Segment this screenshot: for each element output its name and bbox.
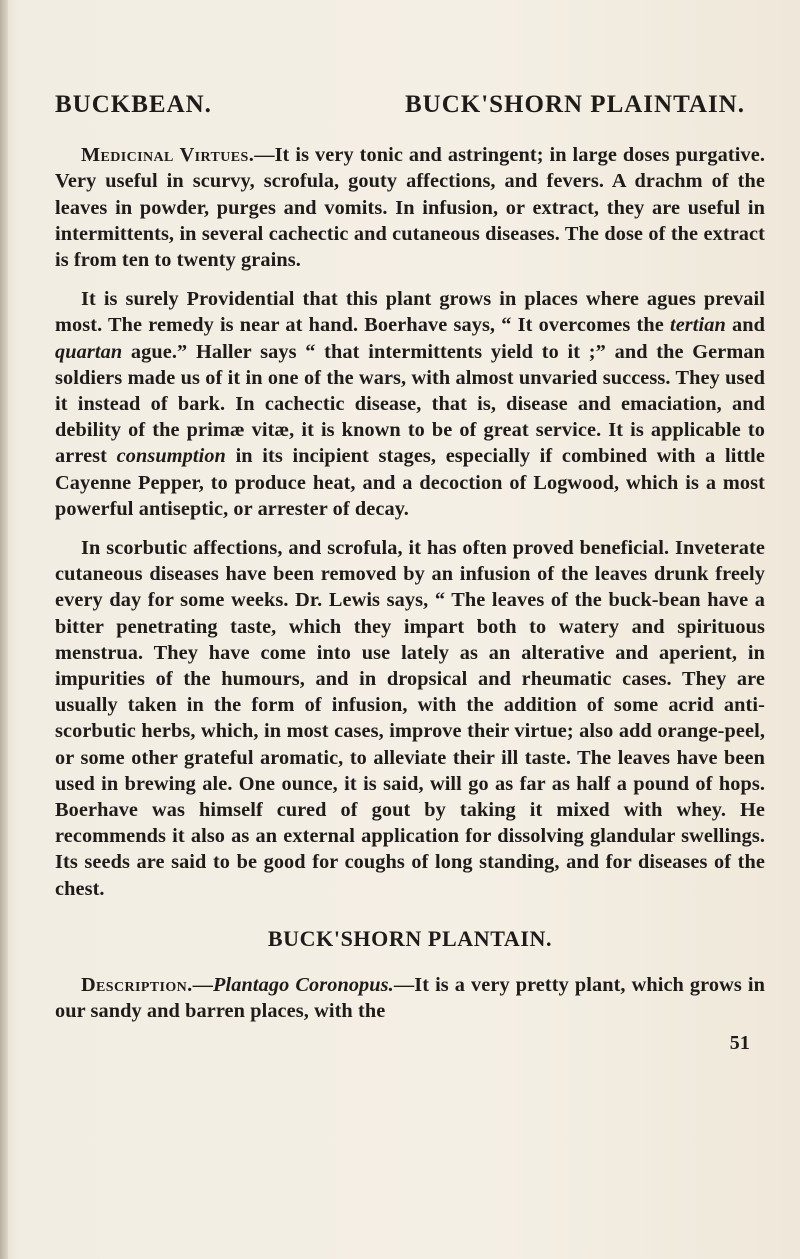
running-head-right: BUCK'SHORN PLAINTAIN. <box>404 91 745 118</box>
providential-paragraph <box>55 286 765 522</box>
italic-term: consumption <box>116 445 226 468</box>
paragraph-text: It is surely Providential that this plant grows in places where agues prevail most. The remedy is near at hand. Boerhave says, “ It overcomes the <box>55 288 765 337</box>
paragraph-text: In scorbutic affections, and scrofula, it has often proved beneficial. Inveterate cutaneous diseases have been removed by an infusion of the leaves drunk freely every day for some weeks. Dr. Lewis says, “ The leaves of the buck-bean have a bitter penetrating taste, which they impart both to watery and spirituous menstrua. They have come into use lately as an alterative and aperient, in impurities of the humours, and in dropsical and rheumatic cases. They are usually taken in the form of infusion, with the addition of some acrid anti-scorbutic herbs, which, in most cases, improve their virtue; also add orange-peel, or some other grateful aromatic, to alleviate their ill taste. The leaves have been used in brewing ale. One ounce, it is said, will go as far as half a pound of hops. Boerhave was himself cured of gout by taking it mixed with whey. He recommends it also as an external application for dissolving glandular swellings. Its seeds are said to be good for coughs of long standing, and for diseases of the chest. <box>55 537 765 900</box>
page-gutter-shadow <box>0 0 8 1259</box>
page-content <box>55 92 765 1056</box>
section-heading: BUCK'SHORN PLANTAIN. <box>267 925 553 951</box>
paragraph-text: ague.” Haller says “ that intermittents yield to it ;” and the German soldiers made us of it in one of the wars, with almost unvaried success. They used it instead of bark. In cachectic disease, that is, disease and emaciation, and debility of the primæ vitæ, it is known to be of great service. It is applicable to arrest <box>55 340 765 468</box>
paragraph-text: in its incipient stages, especially if combined with a little Cayenne Pepper, to produce heat, and a decoction of Logwood, which is a most powerful antiseptic, or arrester of decay. <box>55 445 765 520</box>
page-number: 51 <box>729 1031 750 1054</box>
medicinal-virtues-paragraph <box>55 142 765 273</box>
paragraph-text: and <box>725 314 766 337</box>
description-paragraph <box>55 972 765 1024</box>
paragraph-text: —It is very tonic and astringent; in large doses purgative. Very useful in scurvy, scrofula, gouty affections, and fevers. A drachm of the leaves in powder, purges and vomits. In infusion, or extract, they are useful in intermittents, in several cachectic and cutaneous diseases. The dose of the extract is from ten to twenty grains. <box>55 144 765 272</box>
running-head <box>55 92 745 118</box>
em-dash: — <box>192 974 214 997</box>
paragraph-text: —It is a very pretty plant, which grows in our sandy and barren places, with the <box>55 974 765 1023</box>
paragraph-lead: Description. <box>81 974 193 997</box>
italic-term: tertian <box>669 314 726 337</box>
italic-term: quartan <box>55 340 123 363</box>
paragraph-lead: Medicinal Virtues. <box>81 144 255 167</box>
running-head-left: BUCKBEAN. <box>55 91 212 118</box>
latin-name: Plantago Coronopus. <box>213 974 394 997</box>
scorbutic-paragraph <box>55 535 765 902</box>
